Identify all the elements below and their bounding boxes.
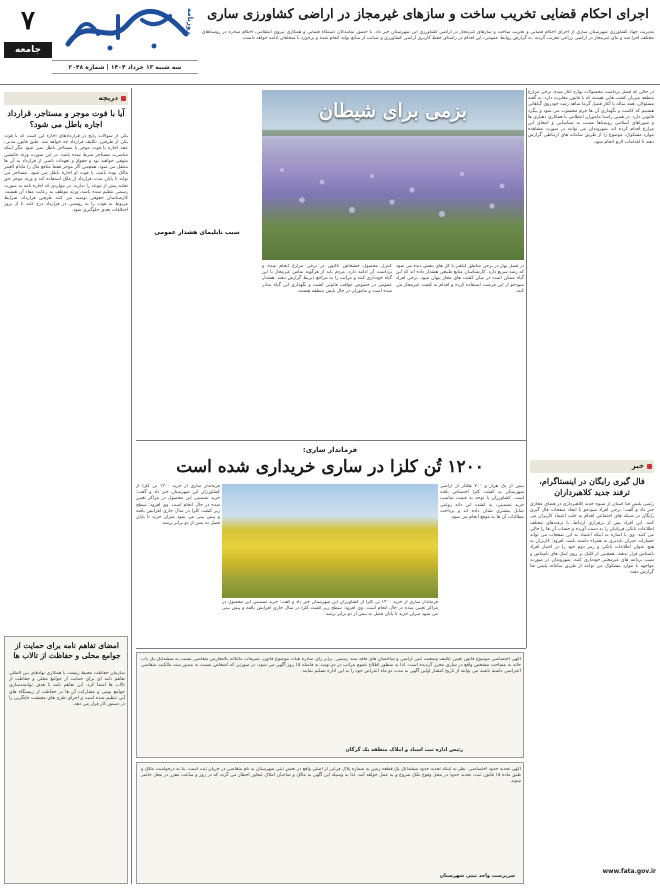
canola-body-left: فرماندار ساری از خرید ۱۲۰۰ تن کلزا از کشاورزان این شهرستان خبر داد و گفت: خرید تضمینی این محصول در مراکز تعیین شده در حال انجام است. وی افزود: سطح زیر کشت کلزا در سال جاری افزایش یافته و پیش بینی می شود میزان خرید تا پایان فصل به بیش از دو برابر برسد. (136, 484, 220, 527)
dateline: سه شنبه ۱۳ خرداد ۱۴۰۴ | شماره ۲۰۴۸ (52, 60, 198, 74)
notice-box-1 (136, 652, 524, 758)
website-url[interactable]: www.fata.gov.ir (602, 868, 656, 875)
sidebar-tag: دریچه (4, 92, 128, 105)
notice-1-signature: رئیس اداره ثبت اسناد و املاک منطقه یک گرگان (345, 747, 463, 753)
sidebar-headline: آیا با فوت موجر و مستاجر، قرارداد اجاره باطل می شود؟ (7, 108, 125, 129)
lead-headline: اجرای احکام قضایی تخریب ساخت و سازهای غیرمجاز در اراضی کشاورزی ساری (207, 7, 649, 22)
divider (136, 648, 526, 649)
notice-2-text: آگهی تحدید حدود اختصاصی. نظر به اینکه تحدید حدود ششدانگ یک قطعه زمین به شماره پلاک فرعی از اصلی واقع در بخش ثبتی شهرستان به نام متقاضی در جریان ثبت است، بنا به درخواست مالک و طبق ماده ۱۵ قانون ثبت، تحدید حدود در محل وقوع ملک شروع و به عمل خواهد آمد. لذا به وسیله این آگهی به مالک و صاحبان املاک مجاور اخطار می گردد که در روز و ساعت مقرر در محل حاضر شوند. (141, 767, 521, 785)
news-tag: خبر (530, 460, 654, 473)
canola-field-photo (222, 484, 438, 598)
divider (526, 88, 527, 648)
feature-body-left: کنترل محصول خشخاش تاکنون در برخی مزارع انجام شده و برداشت آن ادامه دارد. مردم باید از هرگونه تماس غیرمجاز با این گیاه خودداری کنند و مراتب را به مراجع ذیربط گزارش دهند. هشدار عمومی در خصوص عواقب قانونی کشت و نگهداری این گیاه صادر شده است و ماموران در حال پایش منطقه هستند. (262, 264, 392, 294)
feature-body-right: در حالی که فصل برداشت محصولات بهاره آغاز شده، برخی مزارع منطقه میزبان کشت هایی هستند که با قانون مغایرت دارد. به گفته مسئولان، همه ساله با آغاز فصل گرما شاهد رشد خودروی گیاهانی هستیم که کاشت و نگهداری آن ها جرم محسوب می شود و پیگرد قانونی دارد. در همین راستا ماموران انتظامی با همکاری دهیاری ها و شوراهای اسلامی روستاها نسبت به شناسایی و امحای این مزارع اقدام کرده اند. شهروندان می توانند در صورت مشاهده موارد مشکوک، موضوع را از طریق سامانه های ارتباطی گزارش دهند تا اقدامات لازم انجام شود. (528, 90, 654, 145)
sidebar-box-body: سازمان حفاظت محیط زیست با همکاری نهادهای بین المللی تفاهم نامه ای برای حمایت از جوامع محلی و حفاظت از تالاب ها امضا کرد. این تفاهم نامه با هدف توانمندسازی جوامع بومی و مشارکت آن ها در حفاظت از زیستگاه های آبی تنظیم شده است و اجرای طرح های معیشت جایگزین را در دستور کار قرار می دهد. (9, 671, 125, 708)
canola-kicker: فرماندار ساری: (302, 446, 358, 454)
section-label: جامعه (4, 42, 52, 58)
divider (136, 440, 526, 441)
poppy-field-photo (262, 90, 524, 260)
canola-body-mid (222, 600, 438, 644)
sidebar-box (4, 636, 128, 884)
page-number: ۷ (21, 6, 35, 36)
feature-left-subhead: سبب نابلیمای هشدار عمومی (154, 229, 240, 236)
masthead (0, 0, 200, 78)
news-headline: فال گیری رایگان در اینستاگرام، ترفند جدید کلاهبرداران (539, 476, 645, 497)
notice-box-2 (136, 762, 524, 884)
lead-body: مدیریت جهاد کشاورزی شهرستان ساری از اجرای احکام قضایی و تخریب ساخت و سازهای غیرمجاز در اراضی کشاورزی این شهرستان خبر داد. با حضور نمایندگان دستگاه قضایی و همکاری نیروی انتظامی، احکام صادره در روستاهای مختلف اجرا شد و بنای غیرمجاز در اراضی زراعی تخریب گردید. به گزارش روابط عمومی، این اقدام در راستای حفظ کاربری اراضی کشاورزی و صیانت از منابع تولید انجام شده و برخورد با متخلفان ادامه خواهد داشت. (202, 30, 654, 42)
canola-body-right: بیش از یک هزار و ۷۰۰ هکتار از اراضی شهرستان به کشت کلزا اختصاص یافته است. کشاورزان با توجه به قیمت مناسب خرید تضمینی، به کشت این دانه روغنی تمایل بیشتری نشان داده اند و پرداخت مطالبات آن ها به موقع انجام می شود. (440, 484, 524, 521)
newspaper-logo (58, 4, 196, 56)
notice-2-signature: سرپرست واحد ثبتی شهرستان (439, 873, 515, 879)
news-body: رئیس پلیس فتا استان از شیوه جدید کلاهبرداری در فضای مجازی خبر داد و گفت: برخی افراد سودجو با ایجاد صفحات فال گیری رایگان در شبکه های اجتماعی اقدام به جلب اعتماد کاربران می کنند. این افراد پس از برقراری ارتباط، با ترفندهای مختلف اطلاعات بانکی قربانیان را به دست آورده و حساب آن ها را خالی می کنند. وی با اشاره به اینکه اعتماد به این صفحات می تواند خسارات جبران ناپذیری به همراه داشته باشد، افزود: کاربران به هیچ عنوان اطلاعات بانکی و رمز دوم خود را در اختیار افراد ناشناس قرار ندهند. همچنین از کلیک بر روی لینک های ناشناس و نصب برنامه های غیرمعتبر خودداری کنند. شهروندان در صورت مواجهه با موارد مشکوک می توانند از طریق سامانه پلیس فتا گزارش دهند. (530, 502, 654, 576)
feature-body-mid: در فصل بهار در برخی مناطق گیاهی با گل های بنفش دیده می شود که رشد سریع دارد. کارشناسان منابع طبیعی هشدار داده اند که این گیاه ممکن است در میان کشت های مجاز پنهان شود. برخی افراد سودجو از این فرصت استفاده کرده و اقدام به کشت غیرمجاز می کنند. (396, 264, 524, 294)
feature-left-column (136, 90, 258, 432)
divider (0, 84, 660, 85)
logo-subtitle: روزنامه (186, 8, 194, 35)
canola-body-mid-text: فرماندار ساری از خرید ۱۲۰۰ تن کلزا از کشاورزان این شهرستان خبر داد و گفت: خرید تضمینی این محصول در مراکز تعیین شده در حال انجام است. وی افزود: سطح زیر کشت کلزا در سال جاری افزایش یافته و پیش بینی می شود میزان خرید تا پایان فصل به بیش از دو برابر برسد. (222, 600, 438, 618)
sidebar-body: یکی از سوالات رایج در قراردادهای اجاره این است که با فوت یکی از طرفین، تکلیف قرارداد چه خواهد شد. طبق قانون مدنی، عقد اجاره با فوت موجر یا مستاجر باطل نمی شود مگر اینکه مباشرت مستاجر شرط شده باشد. در این صورت ورثه جانشین متوفی خواهند بود و حقوق و تعهدات ناشی از قرارداد به آن ها منتقل می شود. همچنین اگر موجر فقط منافع مال را مادام العمر مالک بوده باشد، با فوت او اجاره باطل می شود. مستاجر می تواند تا پایان مدت قرارداد از ملک استفاده کند و ورثه موجر حق تخلیه پیش از موعد را ندارند. در مواردی که اجاره نامه به صورت رسمی تنظیم شده باشد، ورثه موظف به رعایت مفاد آن هستند. کارشناسان حقوقی توصیه می کنند طرفین قرارداد، شرایط مربوط به فوت را به روشنی در قرارداد درج کنند تا از بروز اختلافات بعدی جلوگیری شود. (4, 134, 128, 214)
notice-1-text: آگهی اختصاصی موضوع قانون تعیین تکلیف وضعیت ثبتی اراضی و ساختمان های فاقد سند رسمی. برابر رای صادره هیات موضوع قانون، تصرفات مالکانه بلامعارض متقاضی نسبت به ششدانگ یک باب خانه به مساحت مشخص واقع در ساری محرز گردیده است. لذا به منظور اطلاع عموم مراتب در دو نوبت به فاصله ۱۵ روز آگهی می شود. در صورتی که اشخاص نسبت به صدور سند مالکیت متقاضی اعتراضی داشته باشند می توانند از تاریخ انتشار اولین آگهی به مدت دو ماه اعتراض خود را به این اداره تسلیم نمایند. (141, 657, 521, 675)
canola-headline: ۱۲۰۰ تُن کلزا در ساری خریداری شده است (176, 457, 484, 477)
sidebar-box-headline: امضای تفاهم نامه برای حمایت از جوامع محلی و حفاظت از تالاب ها (13, 641, 121, 660)
feature-banner: بزمی برای شیطان (319, 100, 467, 122)
divider (131, 88, 132, 884)
